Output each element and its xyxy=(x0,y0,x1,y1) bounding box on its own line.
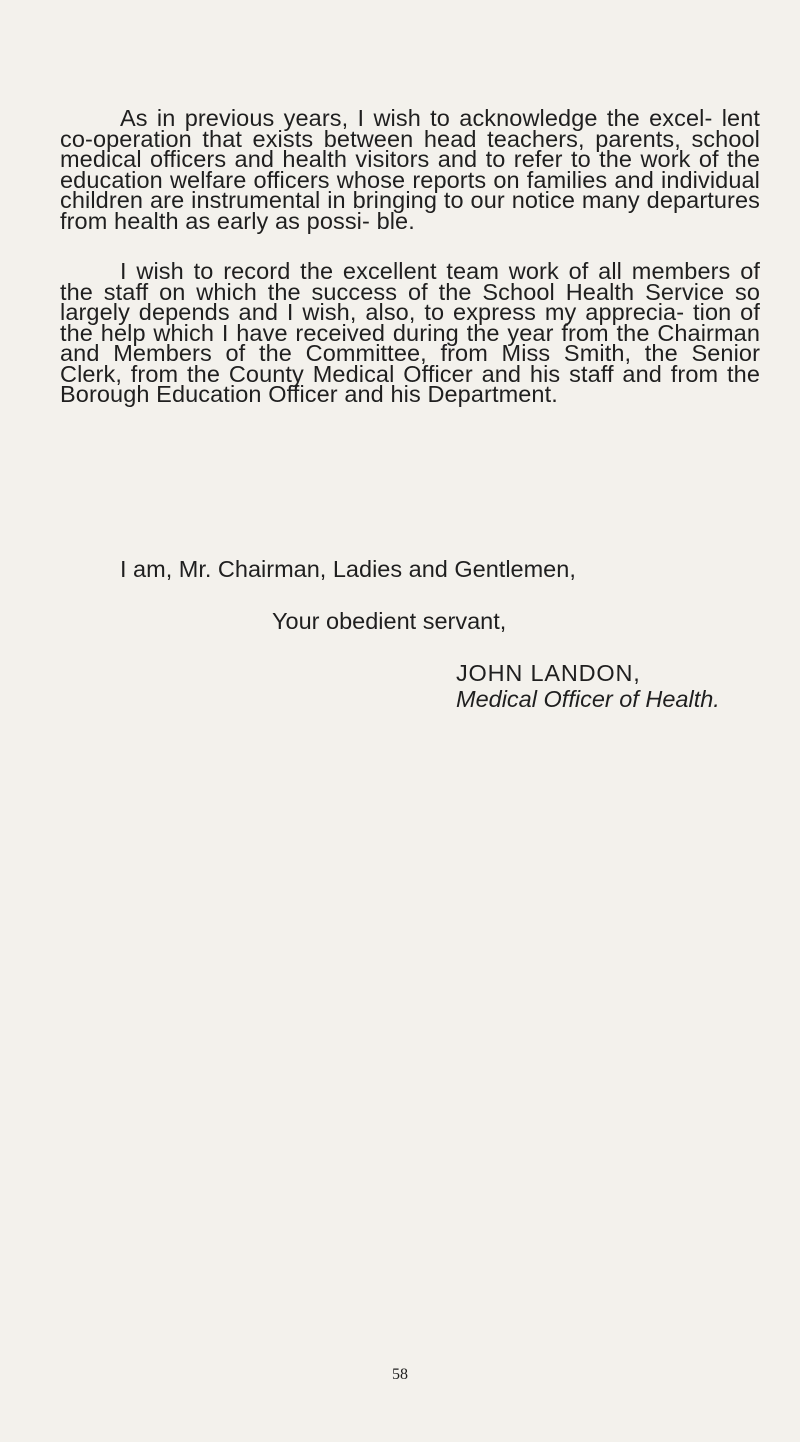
page-number: 58 xyxy=(392,1366,408,1383)
paragraph-team-work: I wish to record the excellent team work of all members of the staff on which the success of the School Health Service so largely depends and I wish, also, to express my apprecia- tion of the help which I have received during the year from the Chairman and Members of the Committee, from Miss Smith, the Senior Clerk, from the County Medical Officer and his staff and from the Borough Education Officer and his Department. xyxy=(60,258,760,407)
body-text xyxy=(60,105,760,407)
closing-salutation: I am, Mr. Chairman, Ladies and Gentlemen, xyxy=(120,556,576,582)
signature-title: Medical Officer of Health. xyxy=(456,686,720,712)
paragraph-acknowledgement: As in previous years, I wish to acknowledge the excel- lent co-operation that exists between head teachers, parents, school medical officers and health visitors and to refer to the work of the education welfare officers whose reports on families and individual children are instrumental in bringing to our notice many departures from health as early as possi- ble. xyxy=(60,105,760,234)
valediction: Your obedient servant, xyxy=(272,608,507,634)
signature-name: JOHN LANDON, xyxy=(456,660,641,686)
